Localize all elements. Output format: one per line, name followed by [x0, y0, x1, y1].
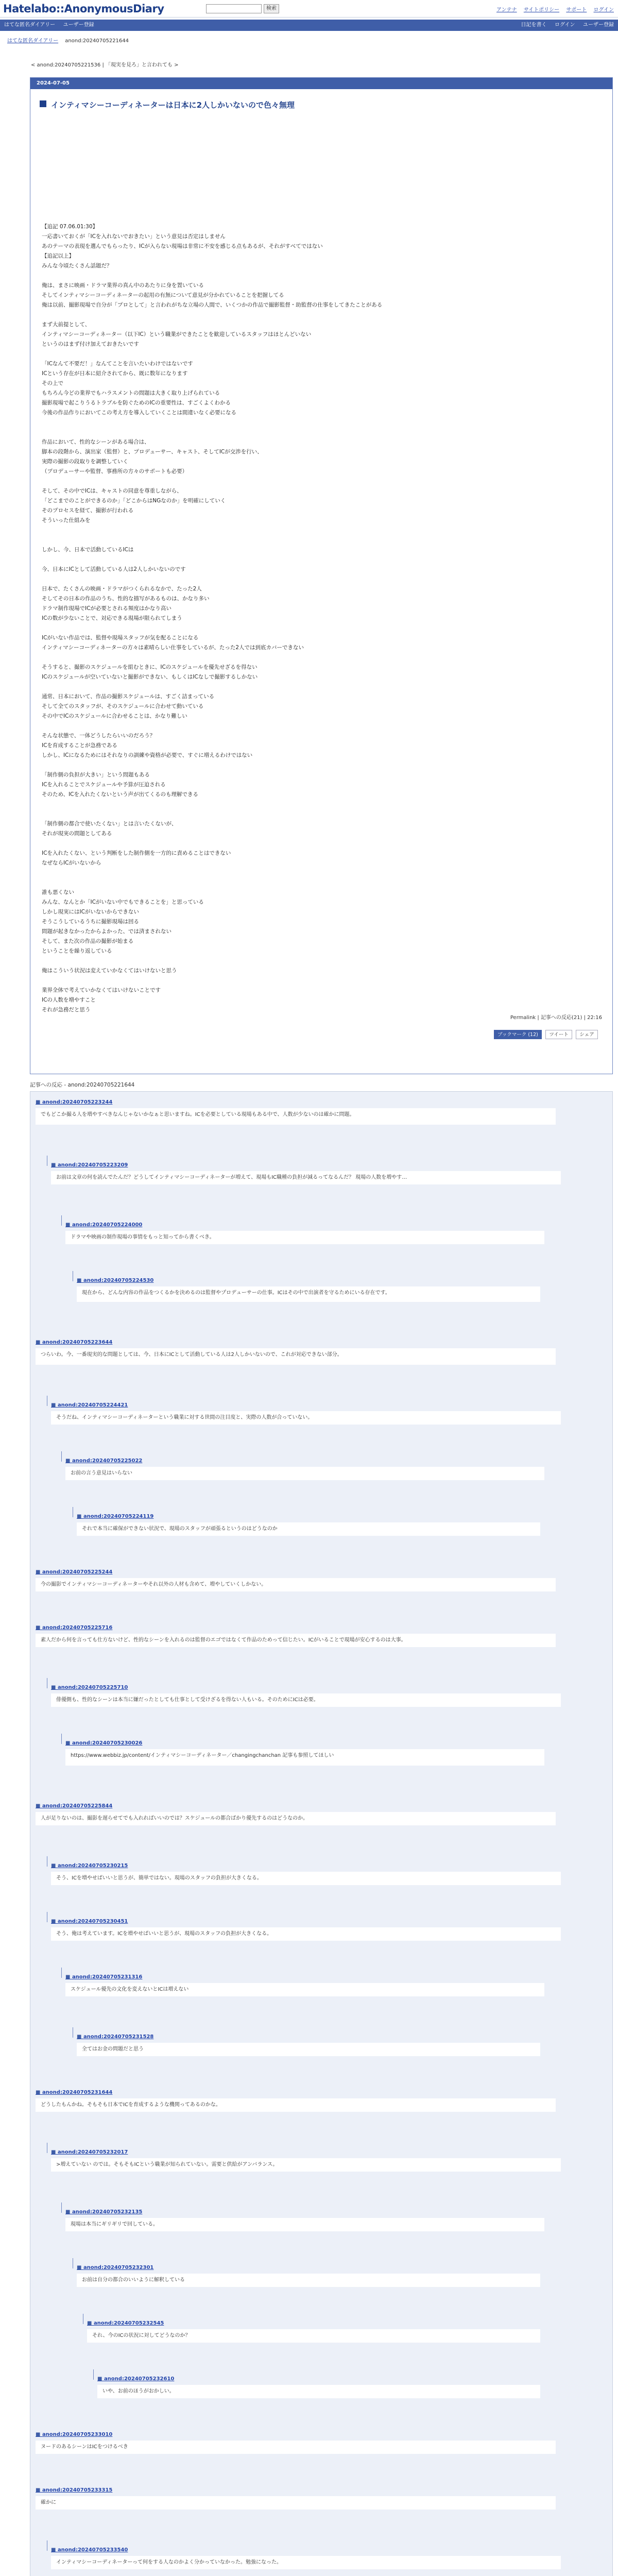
top-link-support[interactable]: サポート [566, 7, 587, 13]
share-button[interactable]: シェア [576, 1030, 597, 1039]
response-permalink[interactable]: ■ anond:20240705224119 [77, 1514, 153, 1519]
response-permalink[interactable]: ■ anond:20240705223244 [36, 1099, 112, 1105]
response-node [65, 1222, 544, 1244]
response-permalink[interactable]: ■ anond:20240705224530 [77, 1278, 153, 1283]
site-logo[interactable]: Hatelabo::AnonymousDiary [3, 3, 164, 15]
response-text: 全てはお金の問題だと思う [77, 2043, 540, 2056]
response-node [65, 1458, 544, 1480]
subnav-signup[interactable]: ユーザー登録 [583, 22, 614, 28]
response-text: つらいわ。今、一番現実的な問題としては、今、日本にICとして活動している人は2人しかいないので、これが対応できない部分。 [36, 1348, 556, 1365]
breadcrumb-current: anond:20240705221644 [65, 38, 129, 44]
response-node [77, 1277, 540, 1302]
response-text: それ、今のICの状況に対してどうなのか？ [87, 2329, 540, 2343]
response-permalink[interactable]: ■ anond:20240705231316 [65, 1974, 142, 1980]
response-permalink[interactable]: ■ anond:20240705224000 [65, 1222, 142, 1228]
response-permalink[interactable]: ■ anond:20240705225844 [36, 1803, 112, 1809]
thread-line [93, 2369, 94, 2380]
response-text: スケジュール優先の文化を変えないとICは増えない [65, 1983, 544, 1996]
response-permalink[interactable]: ■ anond:20240705225244 [36, 1569, 112, 1575]
response-node [51, 1162, 561, 1184]
thread-line [61, 2202, 62, 2213]
response-node [51, 2149, 561, 2172]
response-text: 現在から、どんな内容の作品をつくるかを決めるのは監督やプロデューサーの仕事。ICはその中で出演者を守るためにいる存在です。 [77, 1286, 540, 1302]
response-permalink[interactable]: ■ anond:20240705233540 [51, 2547, 128, 2553]
response-permalink[interactable]: ■ anond:20240705225710 [51, 1685, 128, 1690]
article-meta[interactable]: Permalink | 記事への反応(21) | 22:16 [510, 1015, 602, 1021]
article-body: 【追記 07.06.01:30】 一応書いておくが「ICを入れないでおきたい」という意見は否定はしません あのテーマの表現を選んでもらったり、ICが入らない現場は非常に不安を感じる点もあるが、それがすべてではない 【追記以上】 みんな今頃たくさん話題だ？ 俺は、まさに映画・ドラマ業界の真ん中のあたりに身を置いている そしてインティマシーコーディネーターの起用の有無について意見が分かれていることを把握してる 俺は以前、撮影現場で自分が「プロとして」と言われがちな立場の人間で、いくつかの作品で撮影監督・助監督の仕事をしてきたことがある まず大前提として、 インティマシーコーディネーター（以下IC）という職業ができたことを歓迎しているスタッフはほとんどいない というのはまず付け加えておきたいです 「ICなんて不要だ！」なんてことを言いたいわけではないです ICという存在が日本に紹介されてから、既に数年になります その上で もちろん今どの業界でもハラスメントの問題は大きく取り上げられている 撮影現場で起こりうるトラブルを防ぐためのICの重要性は、すごくよくわかる 今後の作品作りにおいてこの考え方を導入していくことは間違いなく必要になる 作品において、性的なシーンがある場合は、 脚本の段階から、演出家（監督）と、プロデューサー、キャスト、そしてICが交渉を行い、 実際の撮影の段取りを調整していく （プロデューサーや監督、事務所の方々のサポートも必要） そして、その中でICは、キャストの同意を尊重しながら、 「どこまでのことができるのか」「どこからはNGなのか」を明確にしていく そのプロセスを経て、撮影が行われる そういった仕組みを しかし、今、日本で活動しているICは 今、日本にICとして活動している人は2人しかいないのです 日本で、たくさんの映画・ドラマがつくられるなかで、たった2人 そしてその日本の作品のうち、性的な描写があるものは、かなり多い ドラマ制作現場でICが必要とされる頻度はかなり高い ICの数が少ないことで、対応できる現場が限られてしまう ICがいない作品では、監督や現場スタッフが気を配ることになる インティマシーコーディネーターの方々は素晴らしい仕事をしているが、たった2人では到底カバーできない そうすると、撮影のスケジュールを組むときに、ICのスケジュールを優先せざるを得ない ICのスケジュールが空いていないと撮影ができない、もしくはICなしで撮影するしかない 通常、日本において、作品の撮影スケジュールは、すごく詰まっている そして全てのスタッフが、そのスケジュールに合わせて動いている その中でICのスケジュールに合わせることは、かなり難しい そんな状態で、一体どうしたらいいのだろう？ ICを育成することが急務である しかし、ICになるためにはそれなりの訓練や資格が必要で、すぐに増えるわけではない 「制作側の負担が大きい」という問題もある ICを入れることでスケジュールや予算が圧迫される そのため、ICを入れたくないという声が出てくるのも理解できる 「制作側の都合で使いたくない」とは言いたくないが、 それが現実の問題としてある ICを入れたくない、という判断をした制作側を一方的に責めることはできない なぜならICがいないから 誰も悪くない みんな、なんとか「ICがいない中でもできることを」と思っている しかし現実にはICがいないからできない そうこうしているうちに撮影現場は回る 問題が起きなかったからよかった、では済まされない そして、また次の作品の撮影が始まる ということを繰り返している 俺はこういう状況は変えていかなくてはいけないと思う 業界全体で考えていかなくてはいけないことです ICの人数を増やすこと それが急務だと思う [42, 224, 383, 1013]
response-node [36, 1624, 556, 1647]
response-text: ヌードのあるシーンはICをつけるべき [36, 2441, 556, 2454]
response-permalink[interactable]: ■ anond:20240705231528 [77, 2034, 153, 2040]
response-node [77, 1513, 540, 1536]
response-node [36, 1803, 556, 1825]
response-permalink[interactable]: ■ anond:20240705232017 [51, 2149, 128, 2155]
response-permalink[interactable]: ■ anond:20240705231644 [36, 2090, 112, 2095]
response-node [51, 1402, 561, 1425]
response-permalink[interactable]: ■ anond:20240705223209 [51, 1162, 128, 1168]
top-bar [0, 0, 618, 18]
response-node [36, 2431, 556, 2454]
article-date: 2024-07-05 [30, 78, 612, 89]
article-title[interactable] [40, 99, 604, 110]
response-permalink[interactable]: ■ anond:20240705232610 [97, 2376, 174, 2382]
sub-navigation [0, 20, 618, 31]
article-navigation[interactable]: < anond:20240705221536 | 「現実を見ろ」と言われても > [31, 62, 179, 68]
response-permalink[interactable]: ■ anond:20240705230026 [65, 1740, 142, 1746]
tweet-button[interactable]: ツイート [545, 1030, 572, 1039]
response-permalink[interactable]: ■ anond:20240705233315 [36, 2487, 112, 2493]
response-text: 確かに [36, 2496, 556, 2510]
response-node [65, 1974, 544, 1996]
thread-line [61, 1734, 62, 1744]
response-node [36, 1569, 556, 1591]
response-node [65, 2209, 544, 2231]
response-node [51, 1684, 561, 1707]
response-text: そう、俺は考えています。ICを増やせばいいと思うが、現場のスタッフの負担が大きくなる。 [51, 1927, 561, 1941]
response-text: 俳優側も、性的なシーンは本当に嫌だったとしても仕事として受けざるを得ない人もいる。そのためにICは必要。 [51, 1693, 561, 1707]
response-text: お前の言う意見はいらない [65, 1467, 544, 1480]
response-node [36, 1099, 556, 1125]
response-node [36, 2487, 556, 2510]
response-text: お前は文章の何を読んでたんだ？どうしてインティマシーコーディネーターが増えて、現場もIC職種の負担が減るってなるんだ？ 現場の人数を増やす… [51, 1171, 561, 1184]
response-text: お前は自分の都合のいいように解釈している [77, 2274, 540, 2287]
response-permalink[interactable]: ■ anond:20240705225716 [36, 1625, 112, 1631]
top-link-antenna[interactable]: アンテナ [496, 7, 517, 13]
response-text: それで本当に確保ができない状況で、現場のスタッフが頑張るというのはどうなのか [77, 1522, 540, 1536]
response-node [36, 1339, 556, 1365]
response-permalink[interactable]: ■ anond:20240705223644 [36, 1340, 112, 1345]
response-node [51, 1918, 561, 1941]
breadcrumb-home[interactable]: はてな匿名ダイアリー [7, 38, 59, 44]
response-node [77, 2264, 540, 2287]
response-text: インティマシーコーディネーターって何をする人なのかよく分かっていなかった。勉強になった。 [51, 2556, 561, 2569]
response-permalink[interactable]: ■ anond:20240705230451 [51, 1919, 128, 1924]
response-permalink[interactable]: ■ anond:20240705224421 [51, 1402, 128, 1408]
response-permalink[interactable]: ■ anond:20240705233010 [36, 2432, 112, 2437]
response-text: >増えていない のでは。そもそもICという職業が知られていない。需要と供給がアンバランス。 [51, 2158, 561, 2172]
response-node [65, 1740, 544, 1766]
response-node [87, 2320, 540, 2343]
response-text: https://www.webbiz.jp/content/インティマシーコーディネーター／changingchanchan 記事も参照してほしい [65, 1749, 544, 1766]
subnav-right [515, 20, 614, 31]
response-text: ドラマや映画の制作現場の事情をもっと知ってから書くべき。 [65, 1231, 544, 1244]
response-permalink[interactable]: ■ anond:20240705232301 [77, 2265, 153, 2270]
top-link-policy[interactable]: サイトポリシー [523, 7, 560, 13]
search-button[interactable]: 検索 [264, 4, 279, 13]
response-permalink[interactable]: ■ anond:20240705230215 [51, 1863, 128, 1869]
subnav-login[interactable]: ログイン [555, 22, 575, 28]
response-node [51, 1862, 561, 1885]
response-text: でもどこか撮る人を増やすべきなんじゃないかなぁと思いますね。ICを必要としている現場もある中で、人数が少ないのは確かに問題。 [36, 1108, 556, 1125]
response-text: 人が足りないのは、撮影を遅らせてでも入れればいいのでは？スケジュールの都合ばかり優先するのはどうなのか。 [36, 1812, 556, 1825]
subnav-left [4, 20, 100, 31]
bookmark-button[interactable]: ブックマーク (12) [494, 1030, 542, 1039]
title-square-icon [40, 100, 46, 107]
response-node [36, 2089, 556, 2112]
response-permalink[interactable]: ■ anond:20240705232545 [87, 2320, 164, 2326]
top-link-login[interactable]: ログイン [593, 7, 614, 13]
response-text: そう、ICを増やせばいいと思うが、簡単ではない。現場のスタッフの負担が大きくなる。 [51, 1872, 561, 1885]
thread-line [61, 1451, 62, 1462]
thread-line [61, 1968, 62, 1978]
response-text: どうしたもんかね。そもそも日本でICを育成するような機関ってあるのかな。 [36, 2098, 556, 2112]
subnav-register[interactable]: ユーザー登録 [63, 22, 94, 28]
top-links [491, 5, 614, 13]
response-node [51, 2547, 561, 2569]
response-text: そうだね、インティマシーコーディネーターという職業に対する世間の注目度と、実際の人数が合っていない。 [51, 1411, 561, 1425]
response-permalink[interactable]: ■ anond:20240705232135 [65, 2209, 142, 2215]
breadcrumb [7, 36, 134, 44]
subnav-write[interactable]: 日記を書く [521, 22, 547, 28]
response-node [97, 2376, 540, 2398]
response-node [77, 2033, 540, 2056]
thread-line [61, 1215, 62, 1226]
response-text: 現場は本当にギリギリで回している。 [65, 2218, 544, 2231]
search-input[interactable] [206, 4, 262, 13]
article-title-text: インティマシーコーディネーターは日本に2人しかいないので色々無理 [51, 100, 295, 110]
response-permalink[interactable]: ■ anond:20240705225022 [65, 1458, 142, 1464]
response-text: 素人だから何を言っても仕方ないけど、性的なシーンを入れるのは監督のエゴではなくて作品のためって信じたい。ICがいることで現場が安心するのは大事。 [36, 1634, 556, 1647]
response-text: いや、お前のほうがおかしい。 [97, 2385, 540, 2398]
article-section [30, 77, 613, 1074]
references-header: 記事への反応 - anond:20240705221644 [30, 1082, 135, 1088]
share-buttons [494, 1030, 600, 1039]
subnav-home[interactable]: はてな匿名ダイアリー [4, 22, 56, 28]
response-tree [30, 1091, 613, 2576]
response-text: 今の撮影でインティマシーコーディネーターやそれ以外の人材も含めて、増やしていくしかない。 [36, 1578, 556, 1591]
